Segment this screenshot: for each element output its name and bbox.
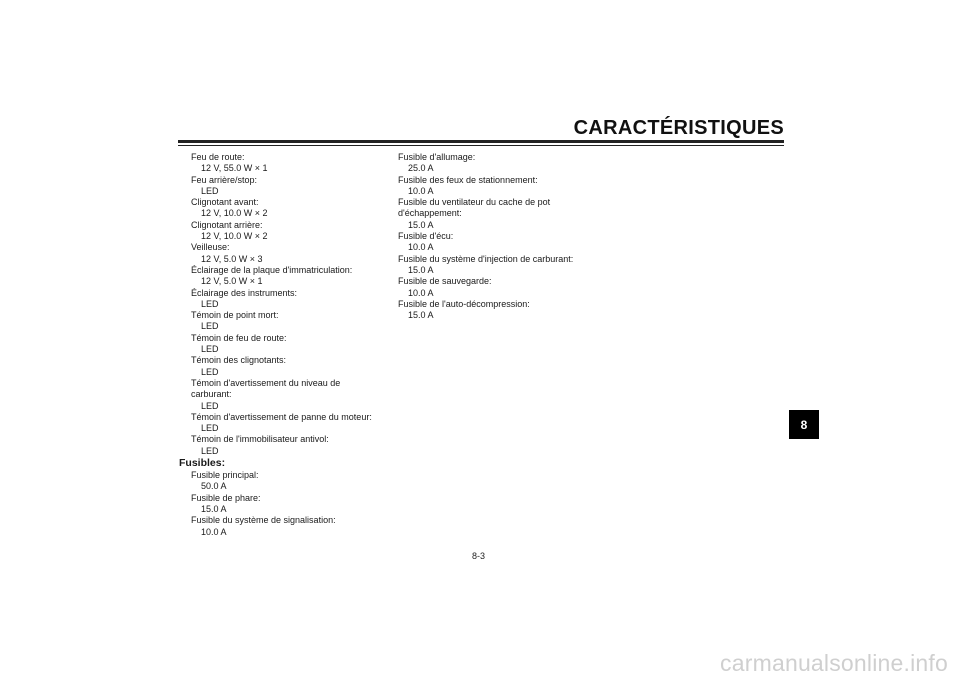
spec-label: Fusible d'écu: <box>398 231 454 242</box>
spec-value: LED <box>201 366 219 377</box>
watermark: carmanualsonline.info <box>720 650 948 676</box>
spec-column-right <box>386 152 596 321</box>
spec-label: Témoin d'avertissement du niveau de <box>191 377 341 388</box>
page-title: CARACTÉRISTIQUES <box>573 117 784 139</box>
spec-label: Fusible d'allumage: <box>398 152 476 162</box>
spec-label: Clignotant avant: <box>191 197 259 208</box>
spec-value: LED <box>201 185 219 196</box>
spec-label: Témoin de feu de route: <box>191 332 287 343</box>
spec-value: LED <box>201 423 219 434</box>
spec-value: LED <box>201 298 219 309</box>
spec-value: 25.0 A <box>408 163 434 174</box>
spec-label: Feu de route: <box>191 152 245 162</box>
spec-value: LED <box>201 400 219 411</box>
spec-label: Fusible de phare: <box>191 492 261 503</box>
spec-value: 12 V, 10.0 W × 2 <box>201 208 268 219</box>
spec-value: 15.0 A <box>408 219 434 230</box>
spec-column-left <box>179 152 379 538</box>
spec-value: 15.0 A <box>408 264 434 275</box>
spec-label: Fusible du système de signalisation: <box>191 515 336 526</box>
spec-label: Éclairage des instruments: <box>191 287 298 298</box>
spec-value: 10.0 A <box>408 185 434 196</box>
spec-value: 15.0 A <box>201 503 227 514</box>
spec-value: 15.0 A <box>408 310 434 321</box>
spec-value: LED <box>201 321 219 332</box>
spec-value: 12 V, 55.0 W × 1 <box>201 163 268 174</box>
spec-value: 50.0 A <box>201 481 227 492</box>
spec-value: 12 V, 5.0 W × 1 <box>201 276 263 287</box>
spec-label: Fusible des feux de stationnement: <box>398 174 538 185</box>
spec-value: 10.0 A <box>408 287 434 298</box>
spec-label: d'échappement: <box>398 208 462 219</box>
spec-value: 12 V, 5.0 W × 3 <box>201 253 263 264</box>
spec-label: Témoin des clignotants: <box>191 355 287 366</box>
spec-label: carburant: <box>191 389 232 400</box>
spec-label: Fusible de sauvegarde: <box>398 276 492 287</box>
header-rule-thick <box>178 140 784 143</box>
spec-label: Fusible du système d'injection de carburant: <box>398 253 574 264</box>
chapter-tab: 8 <box>789 410 819 439</box>
spec-label: Fusible principal: <box>191 470 259 481</box>
spec-value: 10.0 A <box>408 242 434 253</box>
spec-label: Témoin de point mort: <box>191 310 279 321</box>
spec-label: Fusible du ventilateur du cache de pot <box>398 197 551 208</box>
spec-label: Veilleuse: <box>191 242 230 253</box>
header-rule-thin <box>178 145 784 146</box>
spec-value: 12 V, 10.0 W × 2 <box>201 231 268 242</box>
section-heading: Fusibles: <box>179 457 226 470</box>
page-number: 8-3 <box>472 551 486 561</box>
spec-label: Éclairage de la plaque d'immatriculation: <box>191 264 353 275</box>
spec-label: Feu arrière/stop: <box>191 174 258 185</box>
spec-value: LED <box>201 344 219 355</box>
spec-label: Témoin de l'immobilisateur antivol: <box>191 434 329 445</box>
spec-value: LED <box>201 445 219 456</box>
spec-label: Témoin d'avertissement de panne du moteur: <box>191 411 372 422</box>
spec-label: Clignotant arrière: <box>191 219 263 230</box>
spec-value: 10.0 A <box>201 526 227 537</box>
spec-label: Fusible de l'auto-décompression: <box>398 298 530 309</box>
